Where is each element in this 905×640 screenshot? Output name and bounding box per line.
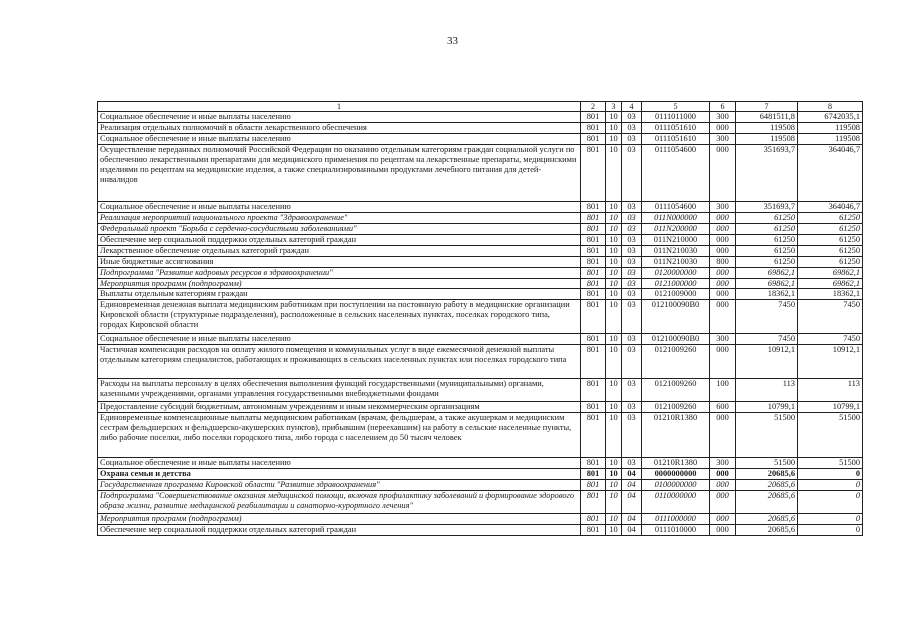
- cell-ministry-code: 801: [581, 134, 606, 145]
- cell-amount-year-1: 20685,6: [736, 490, 798, 513]
- cell-ministry-code: 801: [581, 245, 606, 256]
- cell-section: 10: [606, 513, 622, 524]
- cell-subsection: 04: [622, 513, 642, 524]
- row-name: Единовременные компенсационные выплаты медицинским работникам (врачам, фельдшерам, а также акушеркам и медицинским сестрам фельдшерских и фельдшерско-акушерских пунктов), прибывшим (переехавшим) на работу в сельские населенные пункты, либо рабочие поселки, либо поселки городского типа, либо города с населением до 50 тысяч человек: [98, 413, 581, 458]
- cell-target-article: 0121009260: [642, 379, 710, 402]
- table-row: [98, 202, 863, 213]
- cell-amount-year-2: 10799,1: [798, 402, 863, 413]
- table-row: [98, 490, 863, 513]
- cell-subsection: 03: [622, 234, 642, 245]
- column-header: 1: [98, 102, 581, 112]
- table-row: [98, 334, 863, 345]
- column-header: 8: [798, 102, 863, 112]
- cell-section: 10: [606, 145, 622, 202]
- cell-amount-year-1: 7450: [736, 334, 798, 345]
- row-name: Федеральный проект "Борьба с сердечно-сосудистыми заболеваниями": [98, 223, 581, 234]
- cell-amount-year-1: 20685,6: [736, 524, 798, 535]
- cell-amount-year-1: 7450: [736, 300, 798, 334]
- cell-amount-year-1: 61250: [736, 234, 798, 245]
- cell-expense-type: 000: [710, 145, 736, 202]
- cell-target-article: 01210R1380: [642, 413, 710, 458]
- cell-ministry-code: 801: [581, 202, 606, 213]
- table-row: [98, 223, 863, 234]
- cell-subsection: 03: [622, 402, 642, 413]
- cell-expense-type: 000: [710, 479, 736, 490]
- cell-subsection: 03: [622, 134, 642, 145]
- cell-section: 10: [606, 334, 622, 345]
- cell-expense-type: 000: [710, 234, 736, 245]
- row-name: Подпрограмма "Совершенствование оказания медицинской помощи, включая профилактику заболеваний и формирование здорового образа жизни, развитие медицинской реабилитации и санаторно-курортного лечения": [98, 490, 581, 513]
- column-header: 4: [622, 102, 642, 112]
- cell-ministry-code: 801: [581, 413, 606, 458]
- table-row: [98, 513, 863, 524]
- cell-expense-type: 000: [710, 278, 736, 289]
- cell-amount-year-2: 18362,1: [798, 289, 863, 300]
- cell-target-article: 0111011000: [642, 112, 710, 123]
- cell-subsection: 03: [622, 245, 642, 256]
- cell-target-article: 0121009260: [642, 402, 710, 413]
- cell-amount-year-1: 10912,1: [736, 345, 798, 379]
- cell-amount-year-1: 69862,1: [736, 278, 798, 289]
- row-name: Реализация отдельных полномочий в области лекарственного обеспечения: [98, 123, 581, 134]
- cell-amount-year-1: 61250: [736, 213, 798, 224]
- cell-target-article: 0100000000: [642, 479, 710, 490]
- cell-amount-year-2: 113: [798, 379, 863, 402]
- row-name: Охрана семьи и детства: [98, 469, 581, 480]
- cell-subsection: 04: [622, 479, 642, 490]
- cell-section: 10: [606, 112, 622, 123]
- cell-subsection: 03: [622, 278, 642, 289]
- cell-amount-year-2: 364046,7: [798, 202, 863, 213]
- cell-subsection: 03: [622, 413, 642, 458]
- row-name: Социальное обеспечение и иные выплаты населению: [98, 202, 581, 213]
- cell-section: 10: [606, 524, 622, 535]
- cell-target-article: 0111051610: [642, 134, 710, 145]
- cell-target-article: 0111051610: [642, 123, 710, 134]
- cell-target-article: 011N210030: [642, 245, 710, 256]
- cell-target-article: 0121009260: [642, 345, 710, 379]
- cell-section: 10: [606, 245, 622, 256]
- table-row: [98, 112, 863, 123]
- budget-table-body: [98, 102, 863, 536]
- cell-section: 10: [606, 267, 622, 278]
- cell-ministry-code: 801: [581, 524, 606, 535]
- cell-expense-type: 800: [710, 256, 736, 267]
- table-row: [98, 234, 863, 245]
- row-name: Социальное обеспечение и иные выплаты населению: [98, 112, 581, 123]
- cell-amount-year-1: 6481511,8: [736, 112, 798, 123]
- cell-expense-type: 000: [710, 524, 736, 535]
- cell-amount-year-1: 51500: [736, 458, 798, 469]
- row-name: Мероприятия программ (подпрограмм): [98, 278, 581, 289]
- cell-amount-year-1: 18362,1: [736, 289, 798, 300]
- cell-ministry-code: 801: [581, 267, 606, 278]
- cell-ministry-code: 801: [581, 345, 606, 379]
- cell-target-article: 0110000000: [642, 490, 710, 513]
- table-row: [98, 345, 863, 379]
- cell-section: 10: [606, 223, 622, 234]
- cell-expense-type: 100: [710, 379, 736, 402]
- cell-ministry-code: 801: [581, 123, 606, 134]
- cell-subsection: 03: [622, 123, 642, 134]
- cell-expense-type: 000: [710, 513, 736, 524]
- cell-ministry-code: 801: [581, 334, 606, 345]
- cell-amount-year-2: 364046,7: [798, 145, 863, 202]
- cell-ministry-code: 801: [581, 145, 606, 202]
- cell-ministry-code: 801: [581, 256, 606, 267]
- cell-amount-year-2: 61250: [798, 223, 863, 234]
- cell-target-article: 011N210000: [642, 234, 710, 245]
- cell-ministry-code: 801: [581, 278, 606, 289]
- cell-amount-year-2: 7450: [798, 300, 863, 334]
- row-name: Расходы на выплаты персоналу в целях обеспечения выполнения функций государственными (муниципальными) органами, казенными учреждениями, органами управления государственными внебюджетными фондами: [98, 379, 581, 402]
- cell-amount-year-1: 351693,7: [736, 145, 798, 202]
- cell-expense-type: 000: [710, 223, 736, 234]
- cell-section: 10: [606, 278, 622, 289]
- cell-expense-type: 000: [710, 490, 736, 513]
- table-row: [98, 469, 863, 480]
- cell-subsection: 03: [622, 334, 642, 345]
- cell-amount-year-1: 61250: [736, 256, 798, 267]
- table-row: [98, 458, 863, 469]
- cell-target-article: 011N200000: [642, 223, 710, 234]
- cell-amount-year-2: 0: [798, 479, 863, 490]
- cell-expense-type: 000: [710, 469, 736, 480]
- cell-ministry-code: 801: [581, 300, 606, 334]
- cell-ministry-code: 801: [581, 234, 606, 245]
- cell-amount-year-2: 10912,1: [798, 345, 863, 379]
- cell-section: 10: [606, 134, 622, 145]
- cell-subsection: 03: [622, 202, 642, 213]
- column-header: 5: [642, 102, 710, 112]
- cell-expense-type: 000: [710, 413, 736, 458]
- cell-ministry-code: 801: [581, 479, 606, 490]
- cell-expense-type: 000: [710, 213, 736, 224]
- cell-amount-year-1: 119508: [736, 123, 798, 134]
- column-header: 6: [710, 102, 736, 112]
- budget-table: [97, 101, 863, 536]
- table-row: [98, 402, 863, 413]
- cell-amount-year-1: 10799,1: [736, 402, 798, 413]
- cell-target-article: 011N000000: [642, 213, 710, 224]
- cell-section: 10: [606, 256, 622, 267]
- cell-target-article: 0121009000: [642, 289, 710, 300]
- cell-target-article: 0111010000: [642, 524, 710, 535]
- table-row: [98, 213, 863, 224]
- cell-amount-year-1: 20685,6: [736, 479, 798, 490]
- cell-expense-type: 300: [710, 334, 736, 345]
- cell-ministry-code: 801: [581, 458, 606, 469]
- cell-amount-year-1: 51500: [736, 413, 798, 458]
- cell-amount-year-2: 61250: [798, 234, 863, 245]
- cell-expense-type: 600: [710, 402, 736, 413]
- cell-section: 10: [606, 300, 622, 334]
- row-name: Реализация мероприятий национального проекта "Здравоохранение": [98, 213, 581, 224]
- cell-amount-year-2: 51500: [798, 458, 863, 469]
- table-row: [98, 479, 863, 490]
- cell-target-article: 0120000000: [642, 267, 710, 278]
- cell-amount-year-1: 61250: [736, 223, 798, 234]
- row-name: Осуществление переданных полномочий Российской Федерации по оказанию отдельным категориям граждан социальной услуги по обеспечению лекарственными препаратами для медицинского применения по рецептам на лекарственные препараты, медицинскими изделиями по рецептам на медицинские изделия, а также специализированными продуктами лечебного питания для детей-инвалидов: [98, 145, 581, 202]
- cell-target-article: 0121000000: [642, 278, 710, 289]
- table-row: [98, 379, 863, 402]
- cell-section: 10: [606, 345, 622, 379]
- cell-subsection: 03: [622, 145, 642, 202]
- cell-expense-type: 000: [710, 245, 736, 256]
- cell-subsection: 03: [622, 223, 642, 234]
- cell-expense-type: 300: [710, 134, 736, 145]
- cell-amount-year-2: 69862,1: [798, 267, 863, 278]
- cell-expense-type: 300: [710, 202, 736, 213]
- cell-amount-year-2: 0: [798, 524, 863, 535]
- cell-subsection: 03: [622, 267, 642, 278]
- cell-ministry-code: 801: [581, 490, 606, 513]
- cell-ministry-code: 801: [581, 289, 606, 300]
- cell-amount-year-2: 61250: [798, 213, 863, 224]
- cell-ministry-code: 801: [581, 112, 606, 123]
- cell-subsection: 03: [622, 379, 642, 402]
- row-name: Государственная программа Кировской области "Развитие здравоохранения": [98, 479, 581, 490]
- table-row: [98, 300, 863, 334]
- cell-subsection: 03: [622, 213, 642, 224]
- cell-subsection: 03: [622, 300, 642, 334]
- cell-section: 10: [606, 413, 622, 458]
- cell-subsection: 04: [622, 490, 642, 513]
- cell-subsection: 03: [622, 112, 642, 123]
- cell-subsection: 03: [622, 289, 642, 300]
- row-name: Лекарственное обеспечение отдельных категорий граждан: [98, 245, 581, 256]
- cell-ministry-code: 801: [581, 402, 606, 413]
- cell-amount-year-2: 119508: [798, 123, 863, 134]
- table-row: [98, 123, 863, 134]
- table-row: [98, 145, 863, 202]
- row-name: Предоставление субсидий бюджетным, автономным учреждениям и иным некоммерческим организациям: [98, 402, 581, 413]
- cell-target-article: 012100090В0: [642, 300, 710, 334]
- row-name: Обеспечение мер социальной поддержки отдельных категорий граждан: [98, 524, 581, 535]
- cell-target-article: 0111054600: [642, 145, 710, 202]
- cell-expense-type: 300: [710, 112, 736, 123]
- cell-subsection: 04: [622, 469, 642, 480]
- table-row: [98, 245, 863, 256]
- row-name: Подпрограмма "Развитие кадровых ресурсов в здравоохранении": [98, 267, 581, 278]
- cell-target-article: 012100090В0: [642, 334, 710, 345]
- cell-amount-year-2: 0: [798, 513, 863, 524]
- cell-ministry-code: 801: [581, 223, 606, 234]
- cell-subsection: 03: [622, 345, 642, 379]
- row-name: Иные бюджетные ассигнования: [98, 256, 581, 267]
- table-row: [98, 278, 863, 289]
- table-row: [98, 413, 863, 458]
- table-header-row: [98, 102, 863, 112]
- cell-amount-year-2: 0: [798, 490, 863, 513]
- cell-amount-year-2: 61250: [798, 245, 863, 256]
- row-name: Обеспечение мер социальной поддержки отдельных категорий граждан: [98, 234, 581, 245]
- cell-ministry-code: 801: [581, 379, 606, 402]
- cell-ministry-code: 801: [581, 469, 606, 480]
- cell-section: 10: [606, 458, 622, 469]
- cell-amount-year-1: 113: [736, 379, 798, 402]
- table-row: [98, 134, 863, 145]
- cell-section: 10: [606, 123, 622, 134]
- cell-amount-year-1: 119508: [736, 134, 798, 145]
- cell-subsection: 04: [622, 524, 642, 535]
- cell-section: 10: [606, 289, 622, 300]
- cell-amount-year-2: 51500: [798, 413, 863, 458]
- cell-target-article: 01210R1380: [642, 458, 710, 469]
- column-header: 7: [736, 102, 798, 112]
- table-row: [98, 524, 863, 535]
- row-name: Частичная компенсация расходов на оплату жилого помещения и коммунальных услуг в виде ежемесячной денежной выплаты отдельным категориям специалистов, работающих и проживающих в сельских населенных пунктах или поселках городского типа: [98, 345, 581, 379]
- cell-amount-year-2: 119508: [798, 134, 863, 145]
- cell-expense-type: 000: [710, 345, 736, 379]
- cell-amount-year-2: 69862,1: [798, 278, 863, 289]
- row-name: Социальное обеспечение и иные выплаты населению: [98, 134, 581, 145]
- cell-ministry-code: 801: [581, 213, 606, 224]
- cell-amount-year-1: 20685,6: [736, 513, 798, 524]
- cell-expense-type: 000: [710, 300, 736, 334]
- cell-section: 10: [606, 234, 622, 245]
- cell-section: 10: [606, 469, 622, 480]
- table-row: [98, 267, 863, 278]
- column-header: 2: [581, 102, 606, 112]
- cell-ministry-code: 801: [581, 513, 606, 524]
- cell-subsection: 03: [622, 256, 642, 267]
- cell-amount-year-1: 61250: [736, 245, 798, 256]
- cell-target-article: 0111054600: [642, 202, 710, 213]
- cell-expense-type: 000: [710, 267, 736, 278]
- cell-subsection: 03: [622, 458, 642, 469]
- cell-expense-type: 000: [710, 123, 736, 134]
- row-name: Выплаты отдельным категориям граждан: [98, 289, 581, 300]
- cell-amount-year-1: 69862,1: [736, 267, 798, 278]
- cell-amount-year-1: 20685,6: [736, 469, 798, 480]
- table-row: [98, 289, 863, 300]
- cell-section: 10: [606, 379, 622, 402]
- page-number: 33: [447, 35, 458, 47]
- cell-expense-type: 000: [710, 289, 736, 300]
- cell-section: 10: [606, 402, 622, 413]
- cell-amount-year-2: 6742035,1: [798, 112, 863, 123]
- cell-section: 10: [606, 479, 622, 490]
- cell-expense-type: 300: [710, 458, 736, 469]
- row-name: Социальное обеспечение и иные выплаты населению: [98, 458, 581, 469]
- cell-amount-year-2: 61250: [798, 256, 863, 267]
- cell-target-article: 0000000000: [642, 469, 710, 480]
- cell-target-article: 011N210030: [642, 256, 710, 267]
- row-name: Социальное обеспечение и иные выплаты населению: [98, 334, 581, 345]
- cell-target-article: 0111000000: [642, 513, 710, 524]
- row-name: Единовременная денежная выплата медицинским работникам при поступлении на постоянную работу в медицинские организации Кировской области (структурные подразделения), расположенные в сельских населенных пунктах, поселках городского типа, городах Кировской области: [98, 300, 581, 334]
- cell-section: 10: [606, 213, 622, 224]
- column-header: 3: [606, 102, 622, 112]
- cell-section: 10: [606, 490, 622, 513]
- cell-amount-year-1: 351693,7: [736, 202, 798, 213]
- cell-section: 10: [606, 202, 622, 213]
- table-row: [98, 256, 863, 267]
- cell-amount-year-2: 7450: [798, 334, 863, 345]
- cell-amount-year-2: 0: [798, 469, 863, 480]
- row-name: Мероприятия программ (подпрограмм): [98, 513, 581, 524]
